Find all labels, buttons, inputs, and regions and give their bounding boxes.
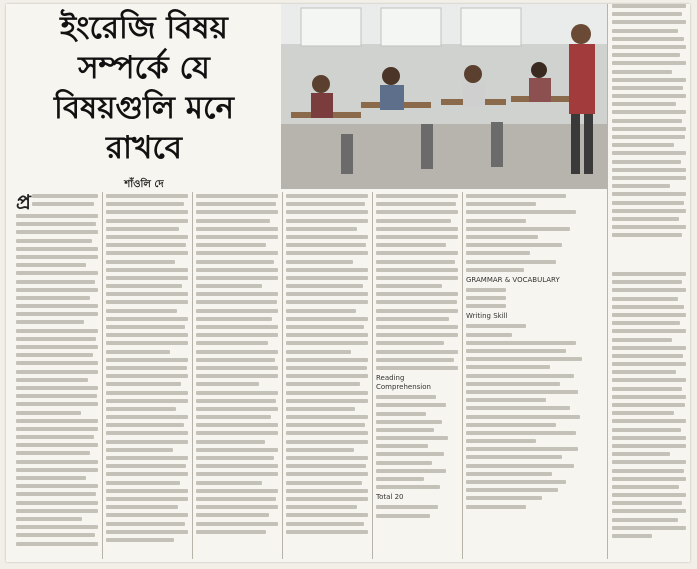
text-column-1	[16, 214, 100, 559]
section-grammar: GRAMMAR & VOCABULARY	[466, 275, 560, 284]
column-rule	[607, 4, 608, 559]
column-rule	[102, 192, 103, 559]
column-rule	[282, 192, 283, 559]
byline: শাঁওলি দে	[124, 179, 164, 190]
headline-line-3: বিষয়গুলি মনে	[54, 90, 234, 126]
headline-line-1: ইংরেজি বিষয়	[60, 10, 228, 46]
classroom-illustration	[281, 4, 607, 189]
text-column-2	[106, 194, 190, 559]
dropcap: প্র	[16, 190, 31, 214]
section-writing: Writing Skill	[466, 312, 508, 321]
text-column-5	[376, 194, 460, 559]
column-rule	[462, 192, 463, 559]
column-rule	[372, 192, 373, 559]
headline-line-4: রাখবে	[105, 130, 183, 166]
text-column-4	[286, 194, 370, 559]
right-column-top	[612, 4, 688, 264]
headline	[16, 8, 272, 170]
section-total: Total 20	[376, 493, 404, 502]
newspaper-clipping	[6, 4, 690, 562]
headline-line-2: সম্পর্কে যে	[78, 50, 210, 86]
column-rule	[192, 192, 193, 559]
col-1-intro	[32, 194, 100, 212]
text-column-3	[196, 194, 280, 559]
classroom-photo	[281, 4, 607, 189]
marks-column	[466, 194, 604, 559]
section-reading: Reading Comprehension	[376, 374, 431, 392]
right-column-bottom	[612, 272, 688, 559]
